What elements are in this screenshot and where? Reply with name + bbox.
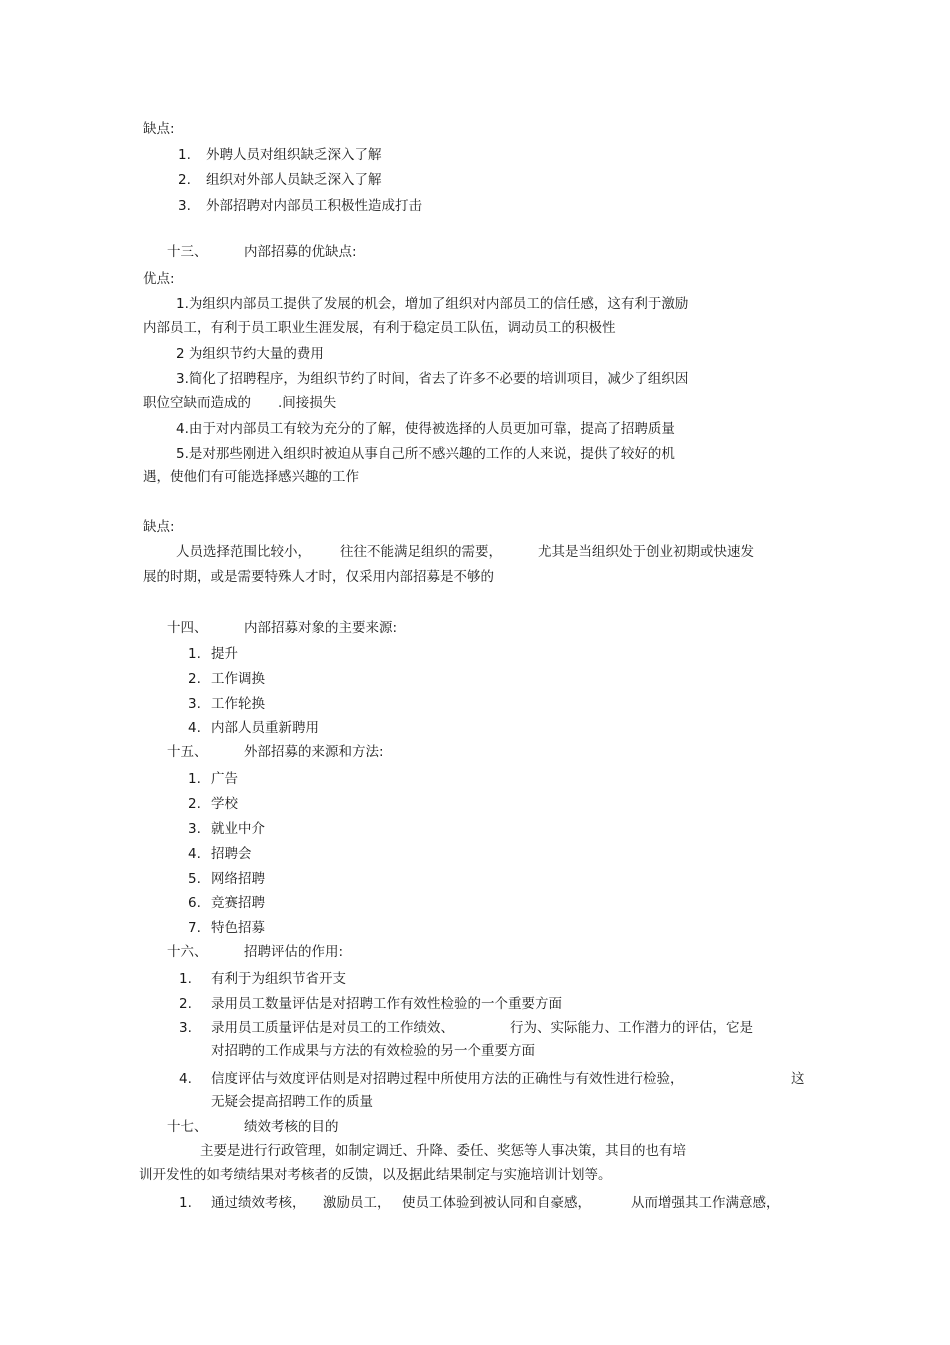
paragraph-line: 展的时期，或是需要特殊人才时，仅采用内部招募是不够的 bbox=[143, 569, 494, 585]
section-title: 内部招募的优缺点: bbox=[244, 244, 357, 260]
list-item-number: 6. bbox=[188, 895, 201, 911]
paragraph-line: 往往不能满足组织的需要， bbox=[340, 544, 502, 560]
paragraph-line: 1.为组织内部员工提供了发展的机会，增加了组织对内部员工的信任感，这有利于激励 bbox=[176, 296, 689, 312]
list-item-number: 2. bbox=[188, 671, 201, 687]
list-item-number: 4. bbox=[188, 720, 201, 736]
list-item-number: 3. bbox=[188, 696, 201, 712]
list-item: 外聘人员对组织缺乏深入了解 bbox=[206, 147, 382, 163]
list-item: 提升 bbox=[211, 646, 238, 662]
paragraph-line: 主要是进行行政管理，如制定调迁、升降、委任、奖惩等人事决策，其目的也有培 bbox=[200, 1143, 686, 1159]
paragraph-line: 3.简化了招聘程序，为组织节约了时间，省去了许多不必要的培训项目，减少了组织因 bbox=[176, 371, 689, 387]
list-item: 激励员工， bbox=[323, 1195, 391, 1211]
list-item-number: 1. bbox=[179, 1195, 192, 1211]
section-number: 十六、 bbox=[167, 944, 208, 960]
list-item: 无疑会提高招聘工作的质量 bbox=[211, 1094, 373, 1110]
section-number: 十三、 bbox=[167, 244, 208, 260]
list-item: 从而增强其工作满意感， bbox=[631, 1195, 780, 1211]
list-item-number: 2. bbox=[188, 796, 201, 812]
list-item-number: 2. bbox=[178, 172, 191, 188]
paragraph-line: 训开发性的如考绩结果对考核者的反馈，以及据此结果制定与实施培训计划等。 bbox=[139, 1167, 612, 1183]
list-item-number: 3. bbox=[188, 821, 201, 837]
list-item: 工作调换 bbox=[211, 671, 265, 687]
list-item-number: 4. bbox=[188, 846, 201, 862]
list-item-number: 3. bbox=[178, 198, 191, 214]
disadvantages-label: 缺点: bbox=[143, 121, 175, 137]
list-item-number: 1. bbox=[178, 147, 191, 163]
list-item: 行为、实际能力、工作潜力的评估，它是 bbox=[510, 1020, 753, 1036]
list-item: 信度评估与效度评估则是对招聘过程中所使用方法的正确性与有效性进行检验， bbox=[211, 1071, 684, 1087]
list-item: 竞赛招聘 bbox=[211, 895, 265, 911]
list-item: 对招聘的工作成果与方法的有效检验的另一个重要方面 bbox=[211, 1043, 535, 1059]
section-title: 绩效考核的目的 bbox=[244, 1119, 339, 1135]
paragraph-line: 尤其是当组织处于创业初期或快速发 bbox=[538, 544, 754, 560]
section-number: 十五、 bbox=[167, 744, 208, 760]
paragraph-line: 内部员工，有利于员工职业生涯发展，有利于稳定员工队伍，调动员工的积极性 bbox=[143, 320, 616, 336]
list-item: 就业中介 bbox=[211, 821, 265, 837]
list-item-number: 3. bbox=[179, 1020, 192, 1036]
paragraph-line: 职位空缺而造成的 bbox=[143, 395, 251, 411]
list-item: 使员工体验到被认同和自豪感， bbox=[402, 1195, 591, 1211]
list-item: 网络招聘 bbox=[211, 871, 265, 887]
section-title: 招聘评估的作用: bbox=[244, 944, 344, 960]
list-item: 组织对外部人员缺乏深入了解 bbox=[206, 172, 382, 188]
paragraph-line: 5.是对那些刚进入组织时被迫从事自己所不感兴趣的工作的人来说，提供了较好的机 bbox=[176, 446, 675, 462]
list-item-number: 1. bbox=[179, 971, 192, 987]
paragraph-line: 4.由于对内部员工有较为充分的了解，使得被选择的人员更加可靠，提高了招聘质量 bbox=[176, 421, 675, 437]
list-item: 外部招聘对内部员工积极性造成打击 bbox=[206, 198, 422, 214]
advantages-label: 优点: bbox=[143, 271, 175, 287]
paragraph-line: 遇，使他们有可能选择感兴趣的工作 bbox=[143, 469, 359, 485]
list-item: 学校 bbox=[211, 796, 238, 812]
list-item: 招聘会 bbox=[211, 846, 252, 862]
list-item-number: 5. bbox=[188, 871, 201, 887]
list-item: 录用员工质量评估是对员工的工作绩效、 bbox=[211, 1020, 454, 1036]
list-item: 广告 bbox=[211, 771, 238, 787]
list-item-number: 2. bbox=[179, 996, 192, 1012]
list-item-number: 1. bbox=[188, 771, 201, 787]
section-title: 内部招募对象的主要来源: bbox=[244, 620, 398, 636]
section-number: 十七、 bbox=[167, 1119, 208, 1135]
list-item-number: 4. bbox=[179, 1071, 192, 1087]
disadvantages-label: 缺点: bbox=[143, 519, 175, 535]
list-item: 这 bbox=[791, 1071, 805, 1087]
section-number: 十四、 bbox=[167, 620, 208, 636]
list-item-number: 7. bbox=[188, 920, 201, 936]
section-title: 外部招募的来源和方法: bbox=[244, 744, 384, 760]
list-item: 通过绩效考核， bbox=[211, 1195, 306, 1211]
list-item: 内部人员重新聘用 bbox=[211, 720, 319, 736]
list-item: 工作轮换 bbox=[211, 696, 265, 712]
paragraph-line: 2 为组织节约大量的费用 bbox=[176, 346, 324, 362]
list-item: 有利于为组织节省开支 bbox=[211, 971, 346, 987]
list-item: 录用员工数量评估是对招聘工作有效性检验的一个重要方面 bbox=[211, 996, 562, 1012]
paragraph-line: 人员选择范围比较小， bbox=[176, 544, 311, 560]
list-item-number: 1. bbox=[188, 646, 201, 662]
paragraph-line: .间接损失 bbox=[278, 395, 337, 411]
list-item: 特色招募 bbox=[211, 920, 265, 936]
